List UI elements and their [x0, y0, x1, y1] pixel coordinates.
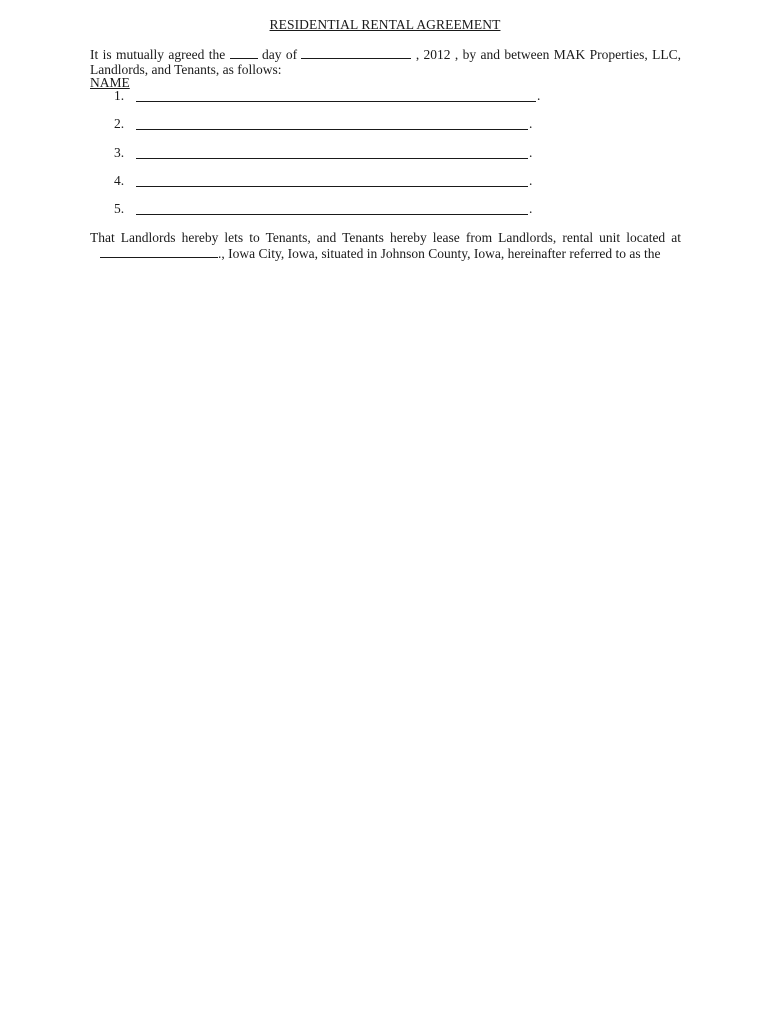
tenant-number: 2. [114, 116, 125, 131]
intro-text-part1: It is mutually agreed the [90, 47, 226, 62]
intro-text-part2: day of [261, 47, 298, 62]
tenant-name-blank [136, 129, 528, 130]
tenant-line-end: . [529, 145, 533, 160]
tenant-name-blank [136, 158, 528, 159]
tenant-number: 3. [114, 145, 125, 160]
address-blank [100, 245, 218, 258]
tenant-number: 1. [114, 88, 125, 103]
tenant-line-end: . [537, 88, 541, 103]
tenant-line-end: . [529, 116, 533, 131]
tenant-number: 4. [114, 173, 125, 188]
tenant-line-end: . [529, 201, 533, 216]
tenant-line-end: . [529, 173, 533, 188]
lease-text-part2: ., Iowa City, Iowa, situated in Johnson County, Iowa, hereinafter referred to as the [218, 246, 661, 261]
intro-paragraph [90, 46, 681, 77]
name-label: NAME [90, 75, 130, 90]
tenant-name-blank [136, 186, 528, 187]
day-blank [230, 46, 258, 59]
month-blank [301, 46, 411, 59]
tenant-name-blank [136, 214, 528, 215]
tenant-number: 5. [114, 201, 125, 216]
intro-text-part3: , 2012 , by and between MAK Properties, LLC, Landlords, and Tenants, as follows: [90, 47, 681, 77]
tenant-name-blank [136, 101, 536, 102]
lease-text-part1: That Landlords hereby lets to Tenants, and Tenants hereby lease from Landlords, rental unit located at [90, 230, 681, 245]
lease-paragraph [90, 230, 681, 261]
document-title: RESIDENTIAL RENTAL AGREEMENT [269, 17, 501, 32]
